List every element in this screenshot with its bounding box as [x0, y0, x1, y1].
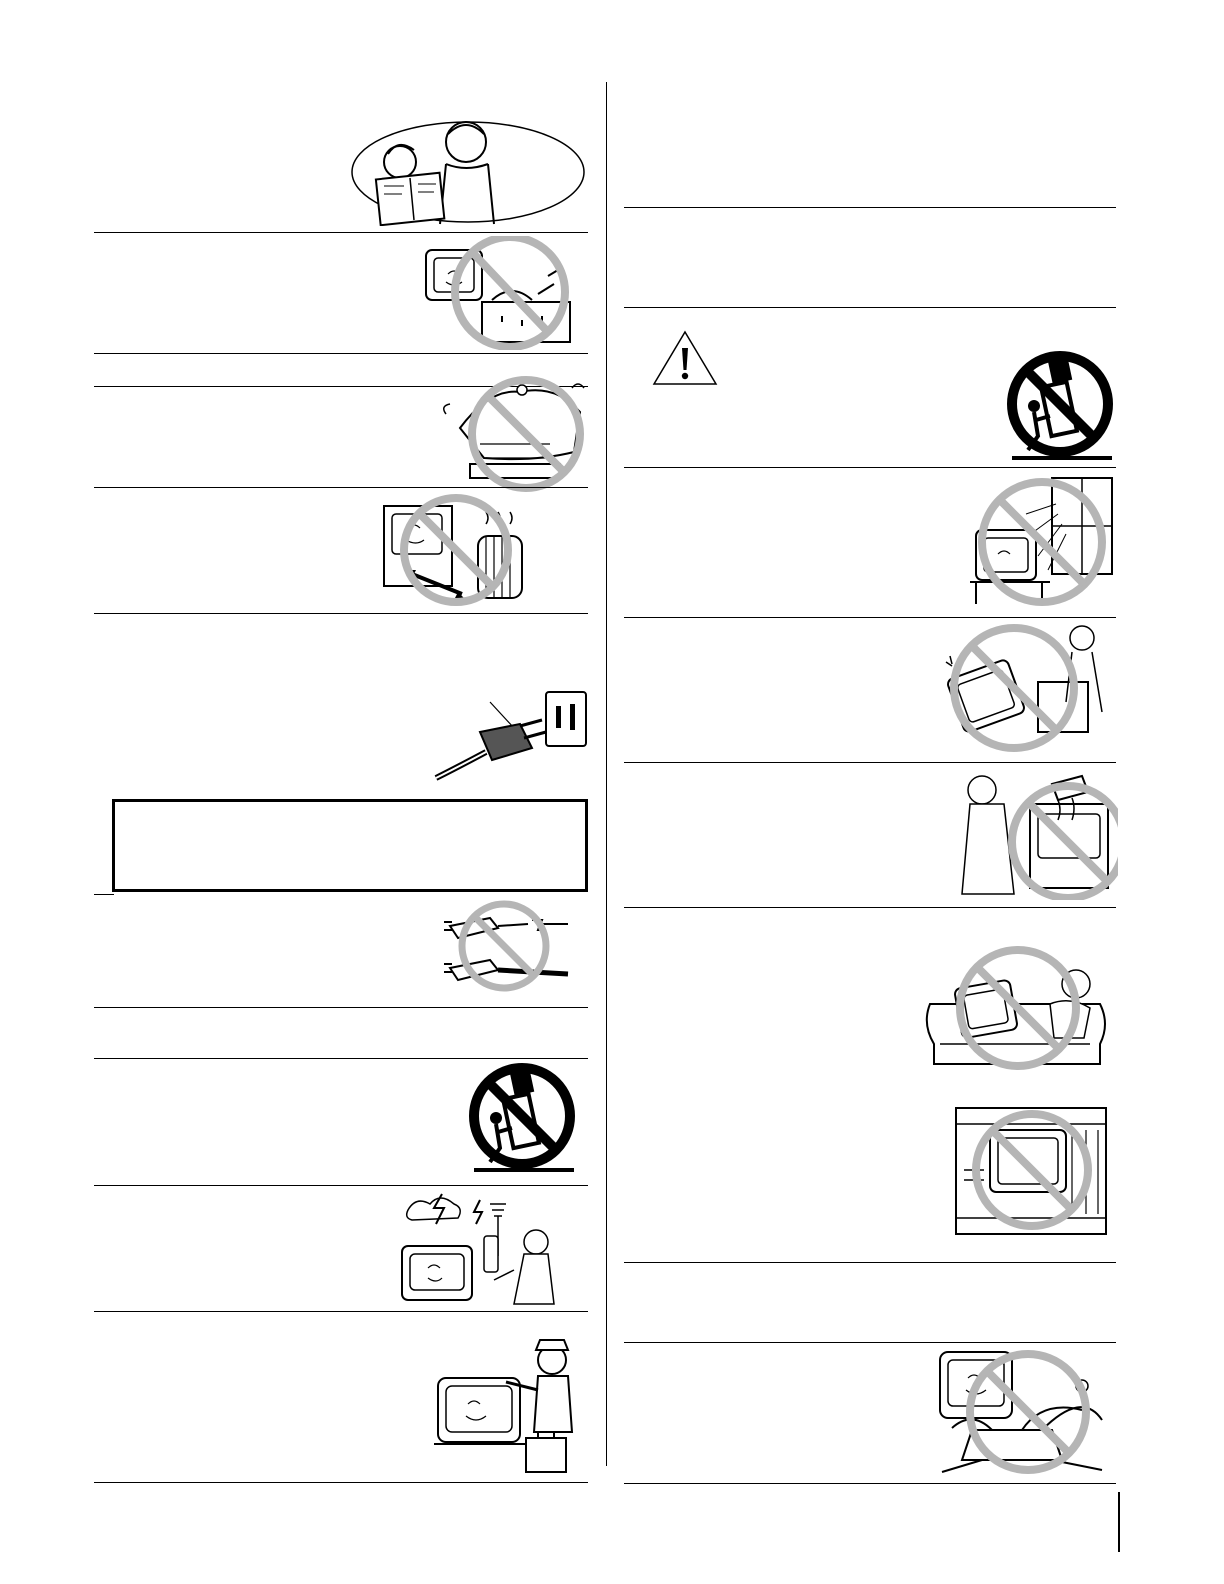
no-water-illustration	[418, 236, 588, 350]
section-divider	[624, 617, 1116, 618]
section-divider	[624, 762, 1116, 763]
cart-tipover-illustration	[466, 1062, 578, 1174]
no-sunlight-illustration	[966, 474, 1116, 610]
section-divider	[94, 894, 114, 895]
damaged-cord-illustration	[438, 900, 572, 1000]
cart-tipover-illustration	[1004, 350, 1116, 462]
no-enclosed-space-illustration	[952, 1100, 1110, 1238]
warning-triangle-icon	[652, 330, 718, 386]
section-divider	[624, 207, 1116, 208]
section-divider	[94, 1058, 588, 1059]
section-divider	[624, 1262, 1116, 1263]
no-outlet-overload-illustration	[932, 1346, 1112, 1474]
section-divider	[624, 1483, 1116, 1484]
section-divider	[94, 232, 588, 233]
no-liquid-on-top-illustration	[960, 770, 1118, 900]
service-technician-illustration	[434, 1334, 582, 1476]
no-drop-illustration	[942, 622, 1110, 756]
section-divider	[94, 1185, 588, 1186]
section-divider	[94, 353, 588, 354]
no-enclosed-space-illustration	[920, 944, 1110, 1078]
section-divider	[624, 467, 1116, 468]
section-divider	[94, 487, 588, 488]
section-divider	[624, 1342, 1116, 1343]
section-divider	[94, 1007, 588, 1008]
no-heat-source-illustration	[382, 494, 532, 608]
polarized-plug-illustration	[430, 688, 590, 788]
page-edge-marker	[1118, 1492, 1120, 1552]
section-divider	[94, 613, 588, 614]
column-divider	[606, 82, 607, 1466]
section-divider	[624, 907, 1116, 908]
reading-manual-illustration	[348, 108, 588, 226]
no-cover-vents-illustration	[440, 374, 590, 492]
boxed-warning	[112, 799, 588, 892]
lightning-unplug-illustration	[398, 1190, 568, 1310]
section-divider	[94, 1311, 588, 1312]
section-divider	[624, 307, 1116, 308]
section-divider	[94, 1482, 588, 1483]
